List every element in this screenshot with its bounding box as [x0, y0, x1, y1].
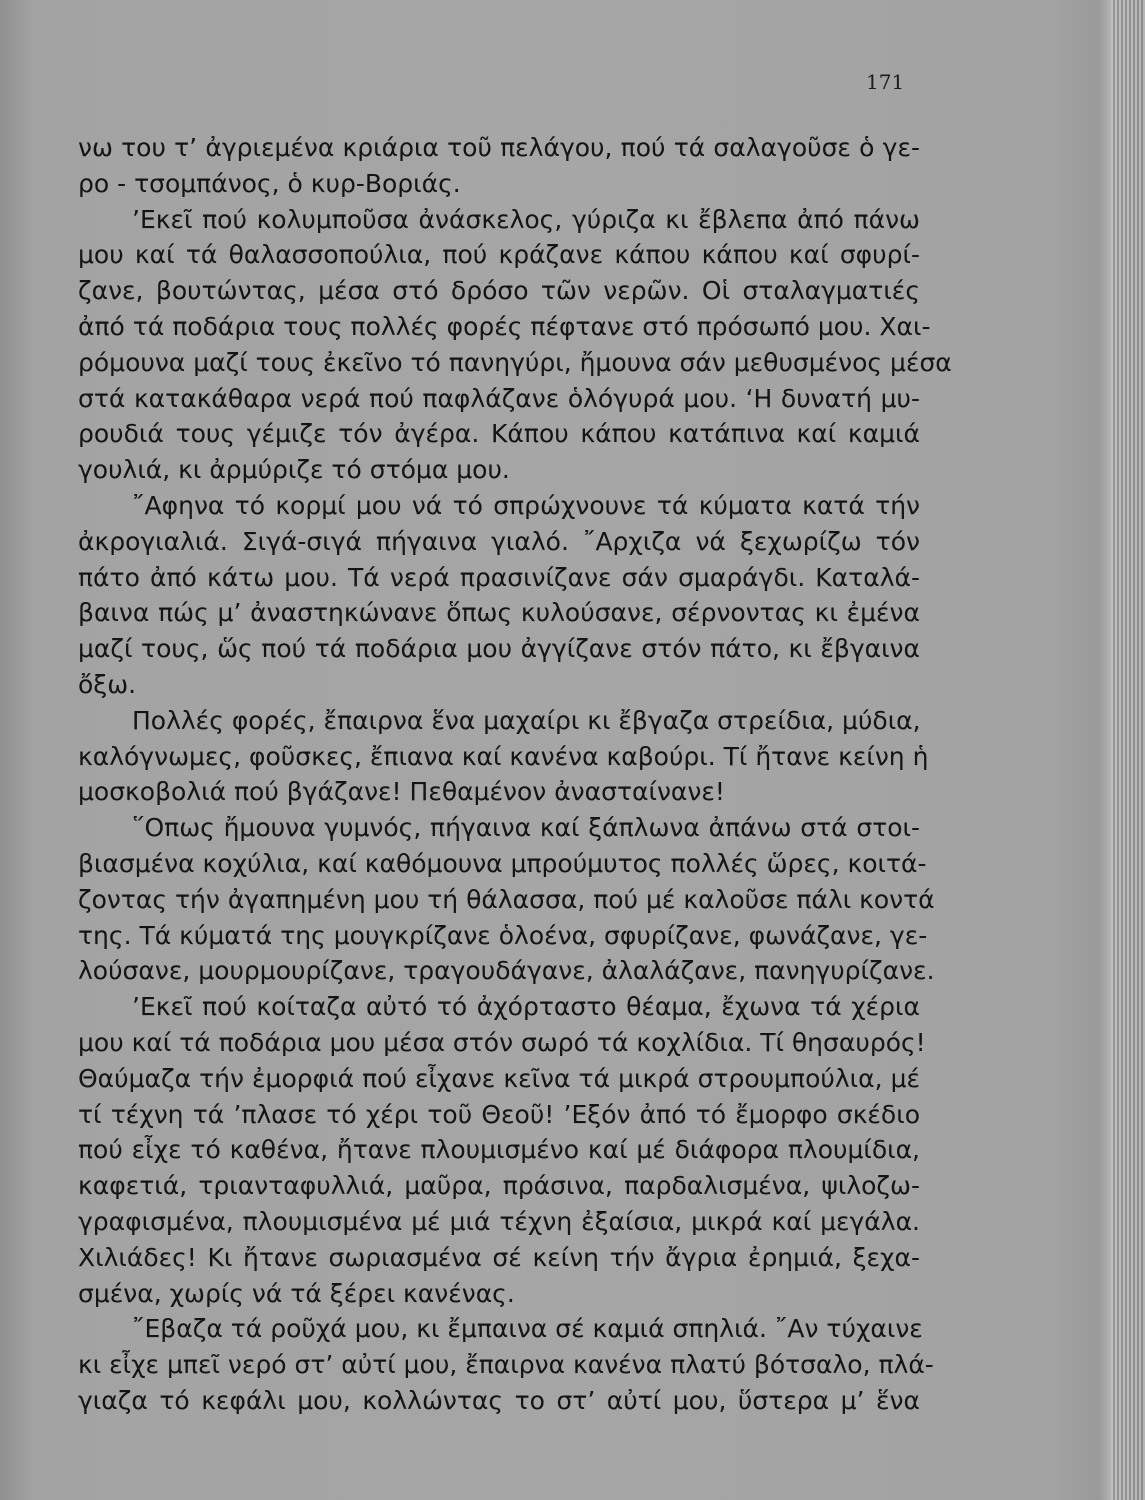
text-line: Πολλές φορές, ἔπαιρνα ἕνα μαχαίρι κι ἔβγαζα στρείδια, μύδια,	[132, 705, 921, 735]
text-line: κι εἶχε μπεῖ νερό στ’ αὐτί μου, ἔπαιρνα κανένα πλατύ βότσαλο, πλά-	[78, 1350, 934, 1380]
text-line: πού εἶχε τό καθένα, ἤτανε πλουμισμένο καί μέ διάφορα πλουμίδια,	[78, 1135, 920, 1165]
text-line: Θαύμαζα τήν ἐμορφιά πού εἶχανε κεῖνα τά μικρά στρουμπούλια, μέ	[78, 1063, 920, 1093]
text-line: ’Εκεῖ πού κολυμποῦσα ἀνάσκελος, γύριζα κι ἔβλεπα ἀπό πάνω	[132, 204, 920, 234]
text-line: νω του τ’ ἀγριεμένα κριάρια τοῦ πελάγου, πού τά σαλαγοῦσε ὁ γε-	[78, 133, 920, 162]
text-line: ῎Εβαζα τά ροῦχά μου, κι ἔμπαινα σέ καμιά σπηλιά. ῎Αν τύχαινε	[132, 1314, 923, 1344]
text-line: ζοντας τήν ἀγαπημένη μου τή θάλασσα, πού μέ καλοῦσε πάλι κοντά	[78, 884, 935, 914]
text-line: βαινα πώς μ’ ἀναστηκώνανε ὅπως κυλούσανε, σέρνοντας κι ἐμένα	[78, 598, 920, 628]
text-line: Χιλιάδες! Κι ἤτανε σωριασμένα σέ κείνη τήν ἄγρια ἐρημιά, ξεχα-	[78, 1242, 920, 1272]
text-line: ὄξω.	[78, 669, 137, 699]
text-line: καλόγνωμες, φοῦσκες, ἔπιανα καί κανένα καβούρι. Τί ἤτανε κείνη ἡ	[78, 741, 929, 771]
text-line: τί τέχνη τά ’πλασε τό χέρι τοῦ Θεοῦ! ’Εξόν ἀπό τό ἔμορφο σκέδιο	[78, 1099, 920, 1129]
text-line: γουλιά, κι ἀρμύριζε τό στόμα μου.	[78, 455, 510, 485]
body-text	[78, 130, 952, 1419]
page-number: 171	[866, 70, 905, 94]
text-line: καφετιά, τριανταφυλλιά, μαῦρα, πράσινα, παρδαλισμένα, ψιλοζω-	[78, 1171, 920, 1201]
text-line: ρόμουνα μαζί τους ἐκεῖνο τό πανηγύρι, ἤμουνα σάν μεθυσμένος μέσα	[78, 347, 952, 377]
text-line: σμένα, χωρίς νά τά ξέρει κανένας.	[78, 1278, 515, 1308]
text-line: γραφισμένα, πλουμισμένα μέ μιά τέχνη ἐξαίσια, μικρά καί μεγάλα.	[78, 1206, 920, 1236]
text-line: ρο - τσομπάνος, ὁ κυρ-Βοριάς.	[78, 168, 461, 198]
text-line: γιαζα τό κεφάλι μου, κολλώντας το στ’ αὐτί μου, ὕστερα μ’ ἕνα	[78, 1385, 920, 1415]
text-line: μαζί τους, ὥς πού τά ποδάρια μου ἀγγίζανε στόν πάτο, κι ἔβγαινα	[78, 634, 920, 664]
text-line: ῞Οπως ἤμουνα γυμνός, πήγαινα καί ξάπλωνα ἀπάνω στά στοι-	[132, 813, 920, 843]
text-line: μου καί τά θαλασσοπούλια, πού κράζανε κάπου κάπου καί σφυρί-	[78, 240, 920, 270]
text-line: μοσκοβολιά πού βγάζανε! Πεθαμένον ἀνασταίνανε!	[78, 777, 725, 807]
text-line: ζανε, βουτώντας, μέσα στό δρόσο τῶν νερῶν. Οἱ σταλαγματιές	[78, 276, 920, 306]
text-line: στά κατακάθαρα νερά πού παφλάζανε ὁλόγυρά μου. ‘Η δυνατή μυ-	[78, 383, 920, 413]
text-line: βιασμένα κοχύλια, καί καθόμουνα μπρούμυτος πολλές ὥρες, κοιτά-	[78, 848, 927, 878]
text-line: ’Εκεῖ πού κοίταζα αὐτό τό ἀχόρταστο θέαμα, ἔχωνα τά χέρια	[132, 992, 920, 1022]
text-line: της. Τά κύματά της μουγκρίζανε ὁλοένα, σφυρίζανε, φωνάζανε, γε-	[78, 920, 928, 950]
text-line: ῎Αφηνα τό κορμί μου νά τό σπρώχνουνε τά κύματα κατά τήν	[132, 490, 920, 520]
text-line: πάτο ἀπό κάτω μου. Τά νερά πρασινίζανε σάν σμαράγδι. Καταλά-	[78, 562, 920, 592]
page-edge-stack	[1111, 0, 1145, 1500]
text-line: μου καί τά ποδάρια μου μέσα στόν σωρό τά κοχλίδια. Τί θησαυρός!	[78, 1027, 926, 1057]
text-line: ἀπό τά ποδάρια τους πολλές φορές πέφτανε στό πρόσωπό μου. Χαι-	[78, 311, 931, 341]
text-line: λούσανε, μουρμουρίζανε, τραγουδάγανε, ἀλαλάζανε, πανηγυρίζανε.	[78, 956, 935, 986]
text-line: ρουδιά τους γέμιζε τόν ἀγέρα. Κάπου κάπου κατάπινα καί καμιά	[78, 419, 920, 449]
text-line: ἀκρογιαλιά. Σιγά-σιγά πήγαινα γιαλό. ῎Αρχιζα νά ξεχωρίζω τόν	[78, 526, 920, 556]
